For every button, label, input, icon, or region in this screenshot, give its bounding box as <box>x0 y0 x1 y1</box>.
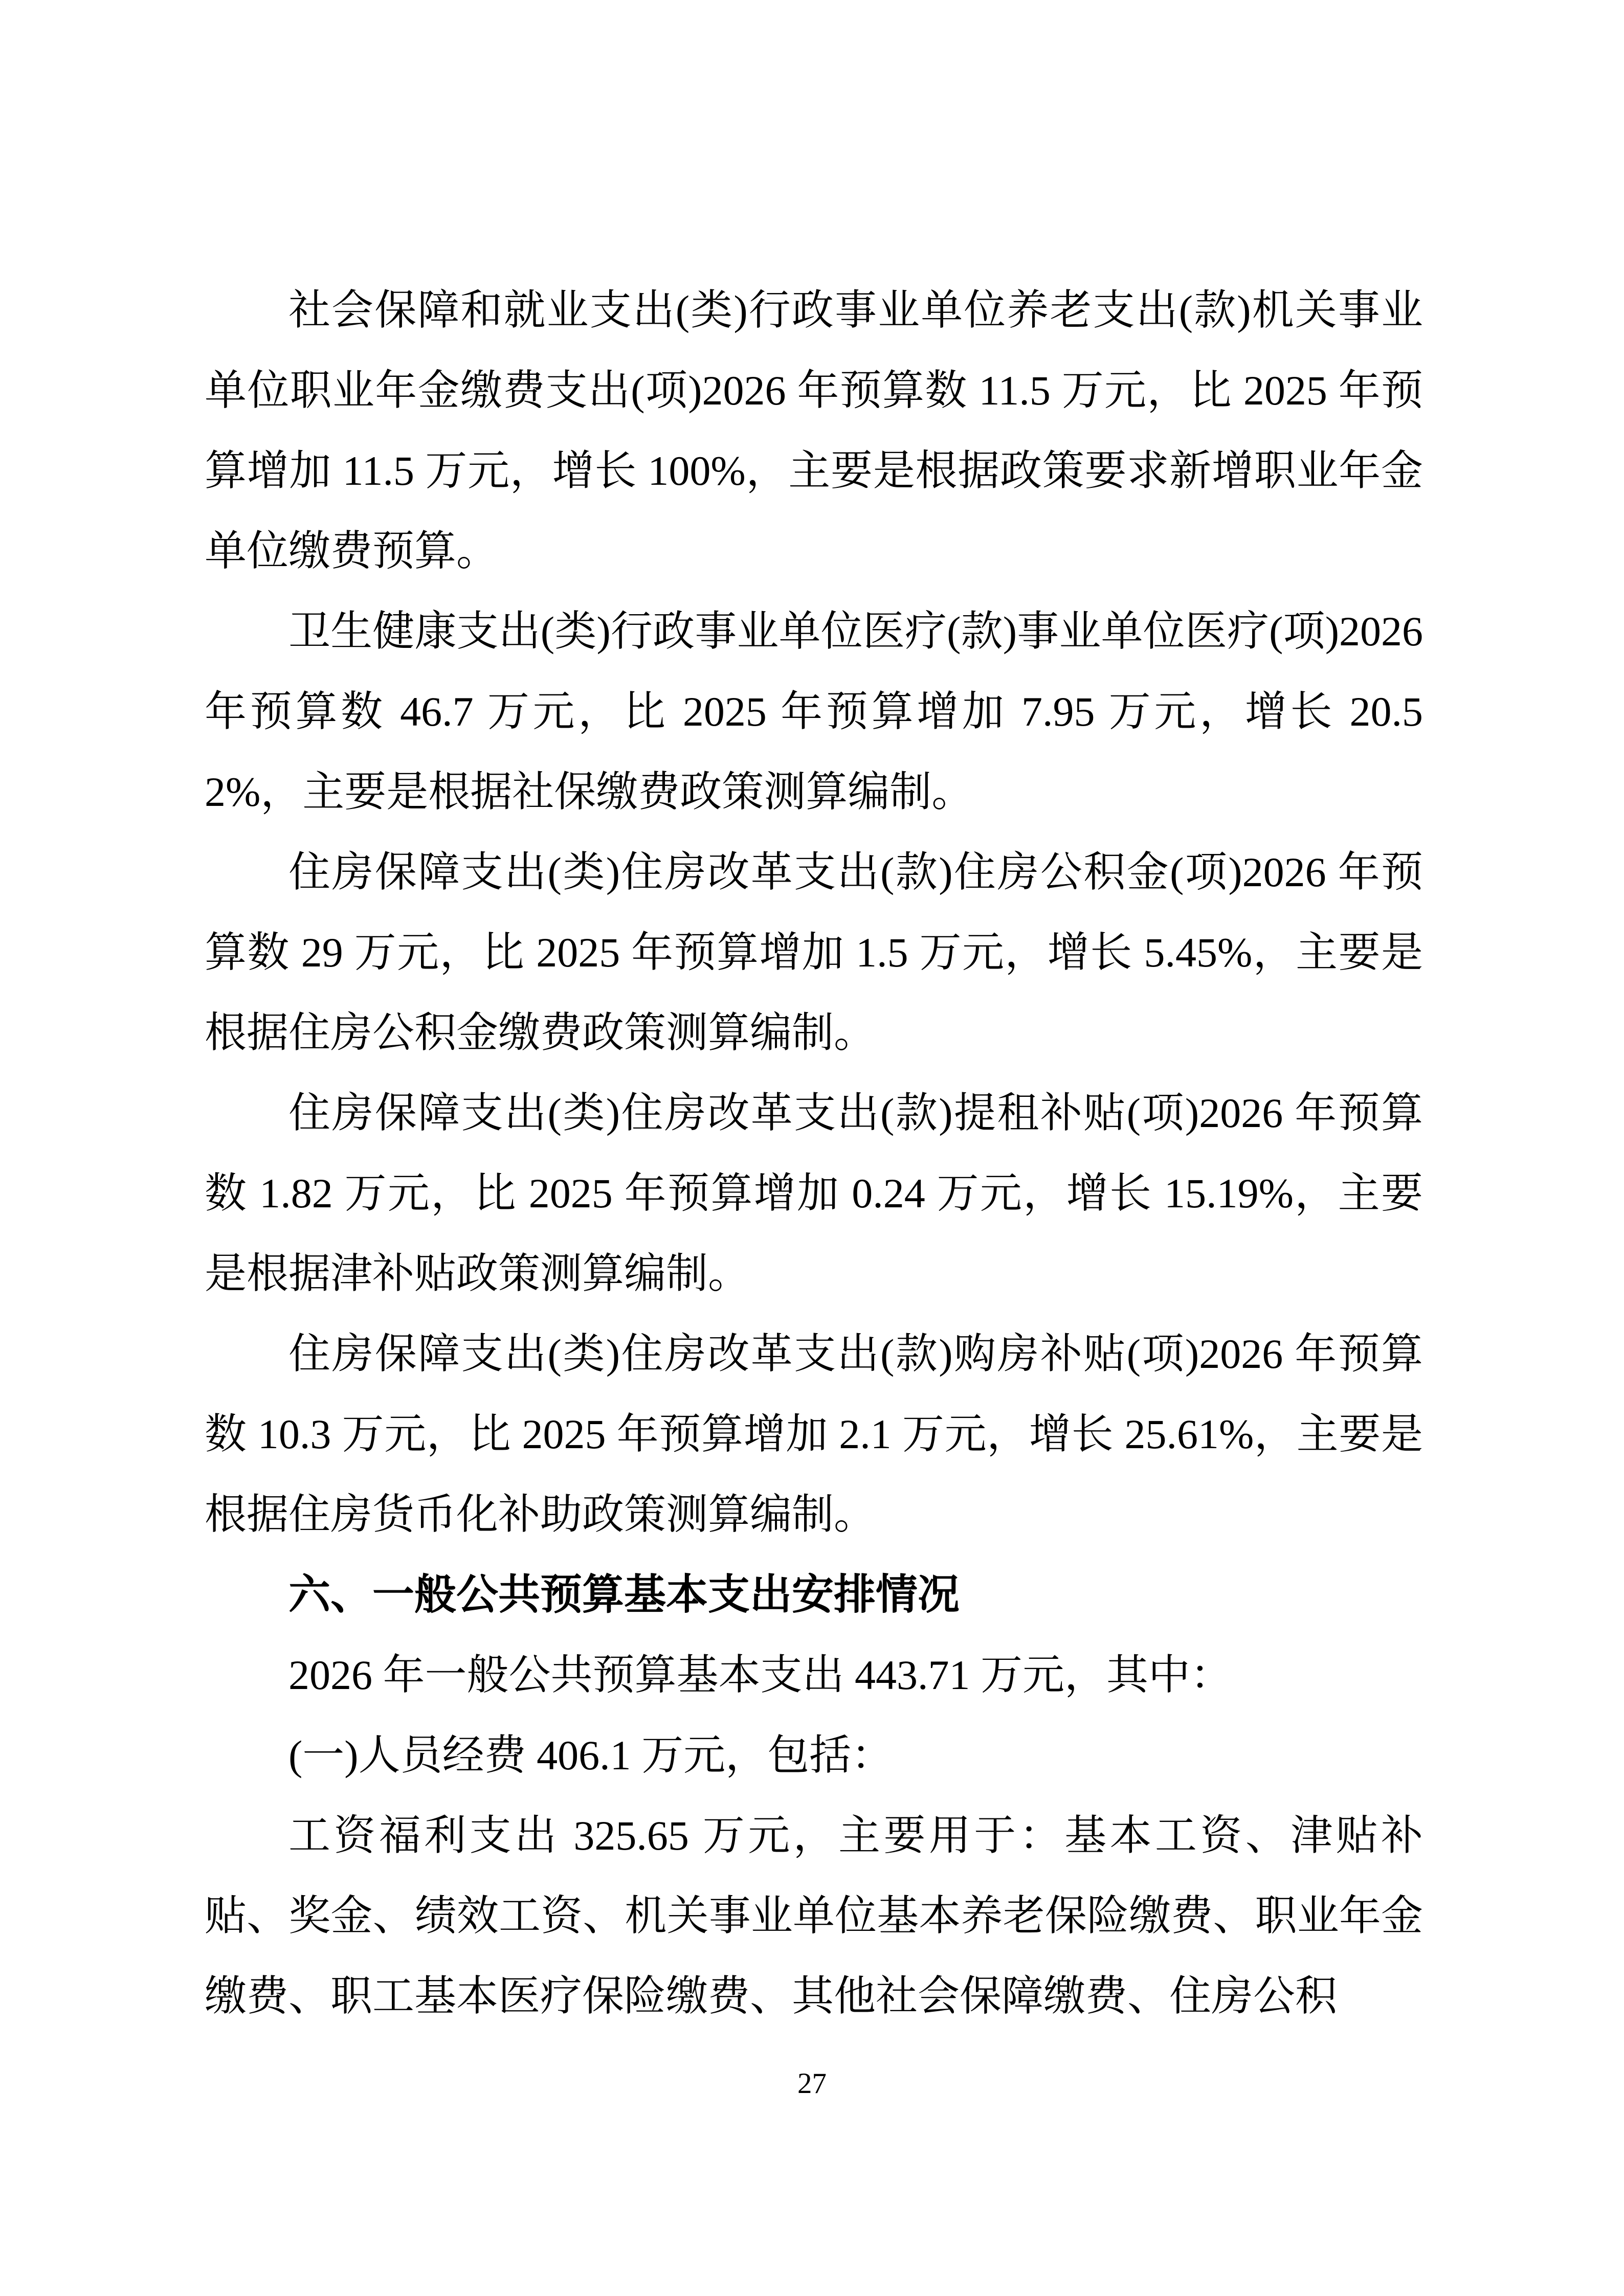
section-heading: 六、一般公共预算基本支出安排情况 <box>288 1571 960 1618</box>
page-number: 27 <box>797 2067 827 2100</box>
body-paragraph: 住房保障支出(类)住房改革支出(款)购房补贴(项)2026 年预算数 10.3 万元，比 2025 年预算增加 2.1 万元，增长 25.61%，主要是根据住房货币化补助政策测算编制。 <box>205 1331 1423 1538</box>
body-paragraph: (一)人员经费 406.1 万元，包括： <box>288 1732 894 1779</box>
body-paragraph: 工资福利支出 325.65 万元，主要用于：基本工资、津贴补贴、奖金、绩效工资、机关事业单位基本养老保险缴费、职业年金缴费、职工基本医疗保险缴费、其他社会保障缴费、住房公积 <box>205 1812 1423 2019</box>
document-body <box>205 270 1423 2036</box>
body-paragraph: 住房保障支出(类)住房改革支出(款)提租补贴(项)2026 年预算数 1.82 万元，比 2025 年预算增加 0.24 万元，增长 15.19%，主要是根据津补贴政策测算编制。 <box>205 1090 1423 1297</box>
body-paragraph: 住房保障支出(类)住房改革支出(款)住房公积金(项)2026 年预算数 29 万元，比 2025 年预算增加 1.5 万元，增长 5.45%，主要是根据住房公积金缴费政策测算编制。 <box>205 849 1423 1056</box>
body-paragraph: 卫生健康支出(类)行政事业单位医疗(款)事业单位医疗(项)2026 年预算数 46.7 万元，比 2025 年预算增加 7.95 万元，增长 20.52%，主要是根据社保缴费政策测算编制。 <box>205 608 1423 815</box>
body-paragraph: 2026 年一般公共预算基本支出 443.71 万元，其中： <box>288 1652 1233 1698</box>
body-paragraph: 社会保障和就业支出(类)行政事业单位养老支出(款)机关事业单位职业年金缴费支出(项)2026 年预算数 11.5 万元，比 2025 年预算增加 11.5 万元，增长 100%，主要是根据政策要求新增职业年金单位缴费预算。 <box>205 287 1423 574</box>
